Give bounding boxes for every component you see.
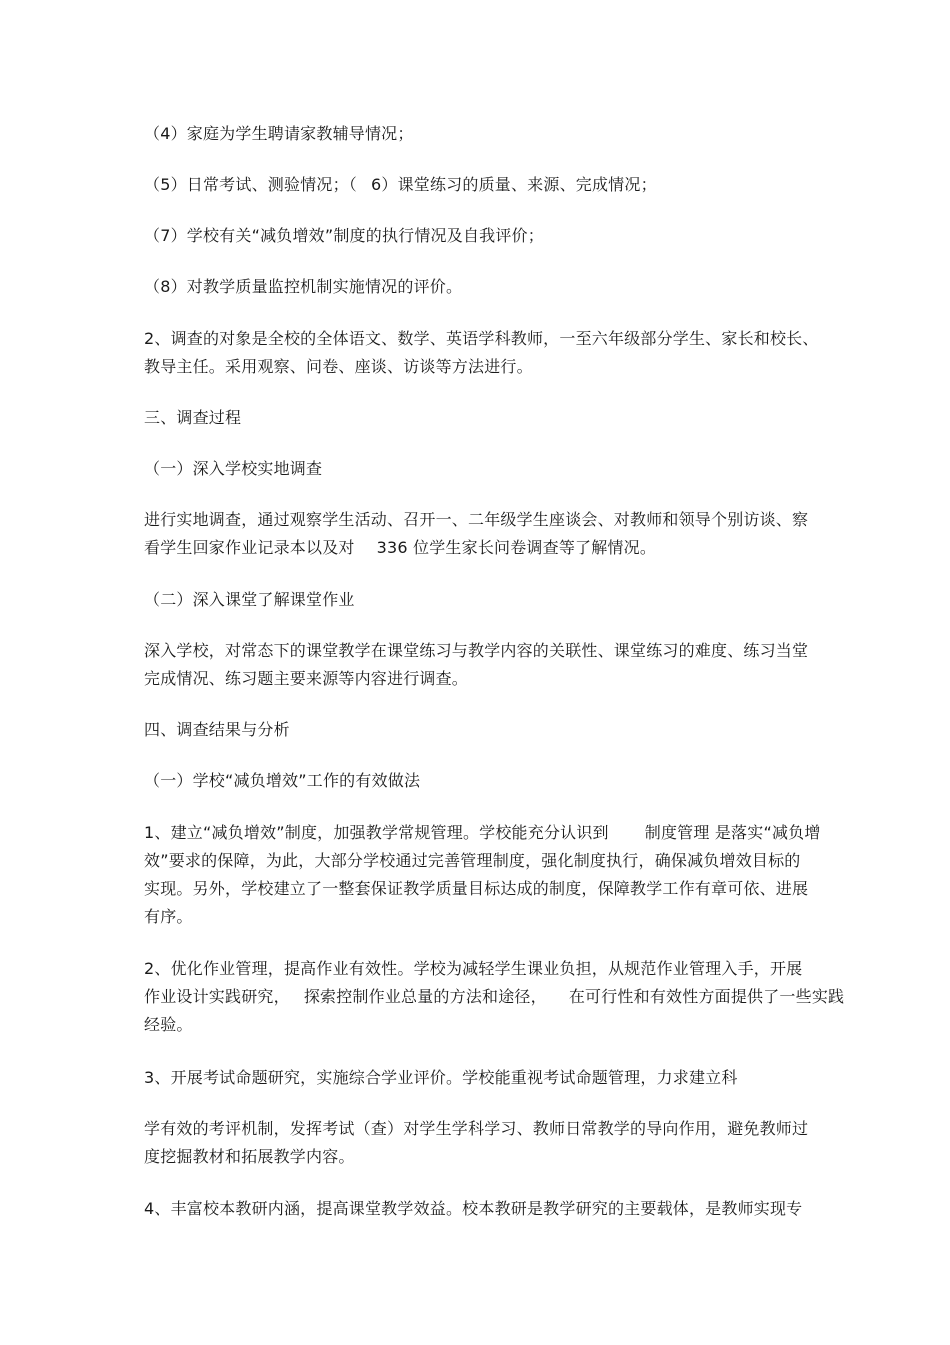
text-segment: 在可行性和有效性方面提供了一些实践 [568,987,845,1006]
subsection-heading: （一）深入学校实地调查 [144,459,323,478]
text-segment: 1、建立“减负增效”制度，加强教学常规管理。学校能充分认识到 [144,823,609,842]
text-segment: 探索控制作业总量的方法和途径， [303,987,547,1006]
text-line [144,987,844,1007]
text-line: 学有效的考评机制，发挥考试（查）对学生学科学习、教师日常教学的导向作用，避免教师过 [144,1119,809,1138]
text-segment: 看学生回家作业记录本以及对 [144,538,355,557]
text-line: 3、开展考试命题研究，实施综合学业评价。学校能重视考试命题管理，力求建立科 [144,1068,738,1087]
text-line: 实现。另外，学校建立了一整套保证教学质量目标达成的制度，保障教学工作有章可依、进展 [144,879,809,898]
text-line: 4、丰富校本教研内涵，提高课堂教学效益。校本教研是教学研究的主要载体，是教师实现专 [144,1199,803,1218]
section-heading: 三、调查过程 [144,408,242,427]
text-line: 有序。 [144,907,193,926]
text-segment: 作业设计实践研究， [144,987,290,1006]
text-line [144,823,821,843]
subsection-heading: （一）学校“减负增效”工作的有效做法 [144,771,421,790]
text-line: 2、调查的对象是全校的全体语文、数学、英语学科教师，一至六年级部分学生、家长和校长、 [144,329,819,348]
text-line: 进行实地调查，通过观察学生活动、召开一、二年级学生座谈会、对教师和领导个别访谈、察 [144,510,809,529]
text-line: （4）家庭为学生聘请家教辅导情况； [144,124,414,143]
text-segment: 6）课堂练习的质量、来源、完成情况； [370,175,657,194]
section-heading: 四、调查结果与分析 [144,720,290,739]
text-line: 完成情况、练习题主要来源等内容进行调查。 [144,669,469,688]
text-line: 2、优化作业管理，提高作业有效性。学校为减轻学生课业负担，从规范作业管理入手，开展 [144,959,803,978]
text-line: （7）学校有关“减负增效”制度的执行情况及自我评价； [144,226,544,245]
text-segment: 336 位学生家长问卷调查等了解情况。 [376,538,657,557]
text-line: 深入学校，对常态下的课堂教学在课堂练习与教学内容的关联性、课堂练习的难度、练习当堂 [144,641,809,660]
text-segment: （5）日常考试、测验情况；（ [144,175,357,194]
text-line: 经验。 [144,1015,193,1034]
subsection-heading: （二）深入课堂了解课堂作业 [144,590,355,609]
text-line: （8）对教学质量监控机制实施情况的评价。 [144,277,463,296]
text-line: 教导主任。采用观察、问卷、座谈、访谈等方法进行。 [144,357,533,376]
text-line: 度挖掘教材和拓展教学内容。 [144,1147,355,1166]
text-line [144,175,657,195]
text-segment: 制度管理 是落实“减负增 [644,823,821,842]
text-line [144,538,656,558]
text-line: 效”要求的保障，为此，大部分学校通过完善管理制度，强化制度执行，确保减负增效目标的 [144,851,801,870]
